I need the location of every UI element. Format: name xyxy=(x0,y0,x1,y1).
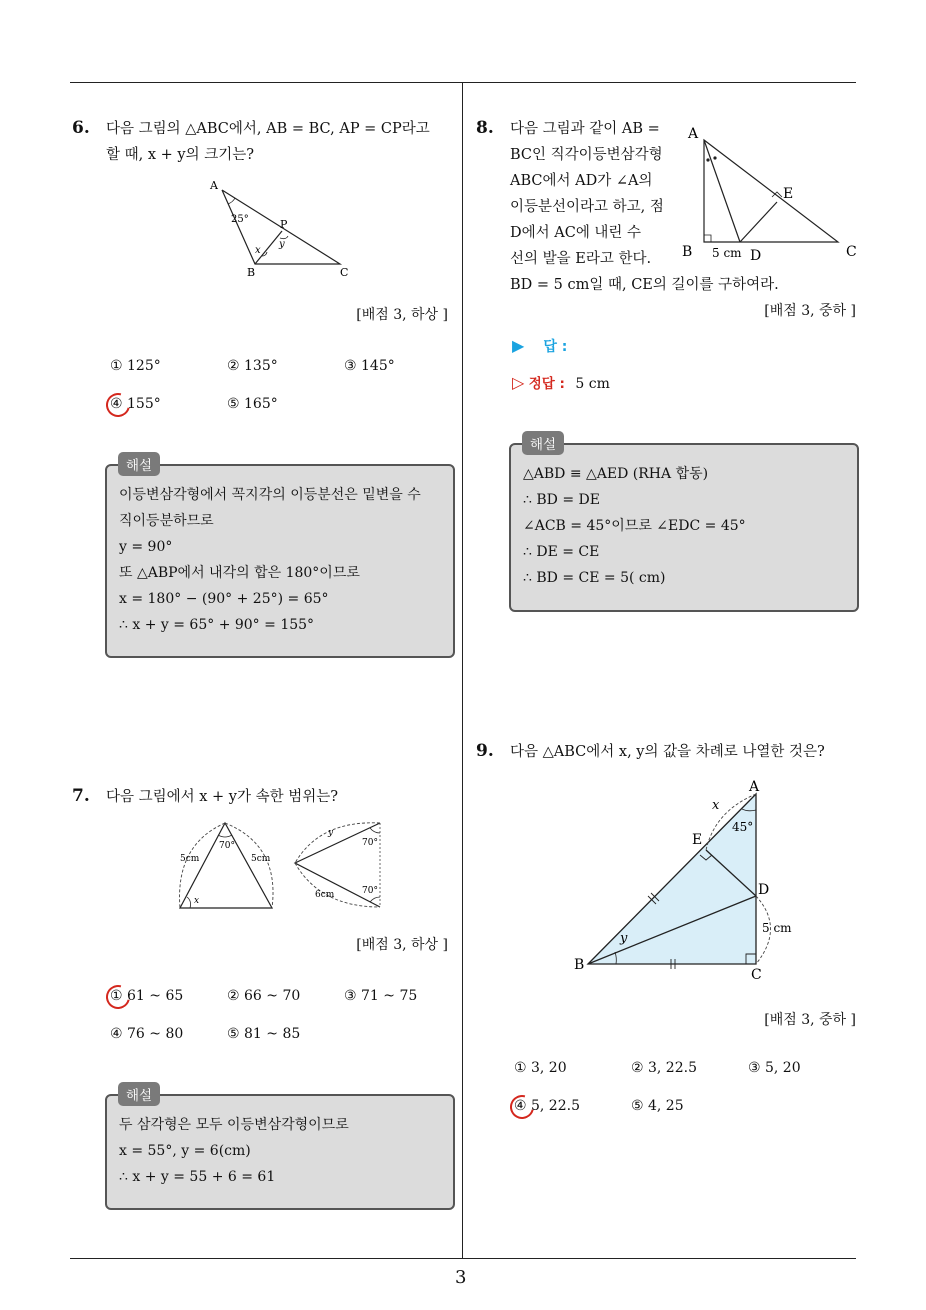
choice-4[interactable] xyxy=(514,1098,580,1114)
solution-tag: 해설 xyxy=(522,431,564,455)
label-P: P xyxy=(280,218,288,231)
label-5cm: 5 cm xyxy=(762,921,792,935)
solution-box xyxy=(105,1094,455,1210)
label-D: D xyxy=(758,882,770,898)
solution-line: ∴ BD = CE = 5( cm) xyxy=(523,570,666,586)
choice-2[interactable]: ② 135° xyxy=(227,358,278,374)
choice-1[interactable] xyxy=(110,988,183,1004)
question-number: 6. xyxy=(72,118,90,138)
choice-4[interactable]: ④ 76 ~ 80 xyxy=(110,1026,184,1042)
label-70-bottom: 70° xyxy=(362,886,378,896)
triangle-ABC-figure xyxy=(570,776,800,986)
choice-4[interactable] xyxy=(110,396,161,412)
two-triangles-figure xyxy=(170,815,395,915)
triangle-figure xyxy=(200,176,360,281)
question-line: BD = 5 cm일 때, CE의 길이를 구하여라. xyxy=(510,277,779,293)
answer-circle xyxy=(102,389,135,422)
solution-line: 또 △ABP에서 내각의 합은 180°이므로 xyxy=(119,565,360,581)
solution-tag: 해설 xyxy=(118,452,160,476)
label-x: x xyxy=(255,245,261,256)
label-45: 45° xyxy=(732,820,754,834)
label-x: x xyxy=(194,896,200,906)
top-rule xyxy=(70,82,856,83)
solution-line: ∴ x + y = 65° + 90° = 155° xyxy=(119,617,315,633)
right-triangle-figure xyxy=(680,124,862,264)
solution-line: y = 90° xyxy=(119,539,173,555)
question-text: 다음 △ABC에서 x, y의 값을 차례로 나열한 것은? xyxy=(510,744,825,760)
question-line: 할 때, x + y의 크기는? xyxy=(106,147,254,163)
score: [배점 3, 중하 ] xyxy=(764,303,856,319)
question-line: ABC에서 AD가 ∠A의 xyxy=(510,173,653,189)
answer-circle xyxy=(506,1091,539,1124)
label-E: E xyxy=(692,832,703,848)
answer-label: 답 : xyxy=(543,339,568,355)
correct-answer-label: 정답 : xyxy=(528,376,565,392)
label-D: D xyxy=(750,248,762,264)
solution-line: 두 삼각형은 모두 이등변삼각형이므로 xyxy=(119,1117,349,1133)
choice-4-label: ④ 5, 22.5 xyxy=(514,1098,580,1114)
question-line: 선의 발을 E라고 한다. xyxy=(510,251,652,267)
solution-line: ∠ACB = 45°이므로 ∠EDC = 45° xyxy=(523,518,746,534)
label-5cm-left: 5cm xyxy=(180,854,200,864)
label-A: A xyxy=(210,179,218,192)
choice-5[interactable]: ⑤ 165° xyxy=(227,396,278,412)
choice-5[interactable]: ⑤ 4, 25 xyxy=(631,1098,684,1114)
label-y: y xyxy=(620,931,628,946)
question-line: 이등분선이라고 하고, 점 xyxy=(510,199,664,215)
solution-line: △ABD ≡ △AED (RHA 합동) xyxy=(523,466,709,482)
label-6cm: 6cm xyxy=(315,890,335,900)
label-E: E xyxy=(783,186,794,202)
correct-answer-row xyxy=(512,372,610,392)
column-divider xyxy=(462,83,463,1258)
label-angle: 25° xyxy=(231,214,249,225)
play-icon: ▶ xyxy=(512,336,525,355)
question-number: 8. xyxy=(476,118,494,138)
label-5cm-right: 5cm xyxy=(251,854,271,864)
label-y: y xyxy=(328,828,334,838)
question-number: 9. xyxy=(476,741,494,761)
question-line: 다음 그림의 △ABC에서, AB = BC, AP = CP라고 xyxy=(106,121,430,137)
label-C: C xyxy=(846,244,857,260)
question-line: 다음 그림과 같이 AB = xyxy=(510,121,660,137)
solution-line: x = 55°, y = 6(cm) xyxy=(119,1143,251,1159)
label-70-top: 70° xyxy=(362,838,378,848)
question-line: BC인 직각이등변삼각형 xyxy=(510,147,663,163)
question-number: 7. xyxy=(72,786,90,806)
choice-1-label: ① 61 ~ 65 xyxy=(110,988,184,1004)
label-70: 70° xyxy=(219,841,235,851)
choice-1[interactable]: ① 3, 20 xyxy=(514,1060,567,1076)
solution-box xyxy=(105,464,455,658)
choice-3[interactable]: ③ 71 ~ 75 xyxy=(344,988,418,1004)
bottom-rule xyxy=(70,1258,856,1259)
label-x: x xyxy=(712,798,720,813)
label-C: C xyxy=(751,967,762,983)
label-y: y xyxy=(279,239,285,250)
solution-box xyxy=(509,443,859,612)
score: [배점 3, 하상 ] xyxy=(356,307,448,323)
choice-2[interactable]: ② 3, 22.5 xyxy=(631,1060,697,1076)
score: [배점 3, 중하 ] xyxy=(764,1012,856,1028)
solution-tag: 해설 xyxy=(118,1082,160,1106)
score: [배점 3, 하상 ] xyxy=(356,937,448,953)
page-number: 3 xyxy=(455,1267,467,1288)
solution-line: x = 180° − (90° + 25°) = 65° xyxy=(119,591,329,607)
choice-5[interactable]: ⑤ 81 ~ 85 xyxy=(227,1026,301,1042)
label-5cm: 5 cm xyxy=(712,246,742,260)
solution-line: 이등변삼각형에서 꼭지각의 이등분선은 밑변을 수 xyxy=(119,487,421,503)
label-B: B xyxy=(682,244,693,260)
label-B: B xyxy=(247,266,256,279)
correct-answer-value: 5 cm xyxy=(575,376,610,392)
choice-3[interactable]: ③ 5, 20 xyxy=(748,1060,801,1076)
choice-2[interactable]: ② 66 ~ 70 xyxy=(227,988,301,1004)
solution-line: 직이등분하므로 xyxy=(119,513,214,529)
question-line: D에서 AC에 내린 수 xyxy=(510,225,642,241)
choice-1[interactable]: ① 125° xyxy=(110,358,161,374)
choice-3[interactable]: ③ 145° xyxy=(344,358,395,374)
answer-row xyxy=(512,336,567,356)
choice-4-label: ④ 155° xyxy=(110,396,161,412)
solution-line: ∴ DE = CE xyxy=(523,544,600,560)
solution-line: ∴ x + y = 55 + 6 = 61 xyxy=(119,1169,276,1185)
question-text: 다음 그림에서 x + y가 속한 범위는? xyxy=(106,789,339,805)
label-C: C xyxy=(340,266,349,279)
label-A: A xyxy=(688,126,699,142)
answer-circle xyxy=(102,981,135,1014)
label-B: B xyxy=(574,957,585,973)
solution-line: ∴ BD = DE xyxy=(523,492,600,508)
label-A: A xyxy=(749,779,760,795)
outline-play-icon: ▷ xyxy=(512,373,525,392)
